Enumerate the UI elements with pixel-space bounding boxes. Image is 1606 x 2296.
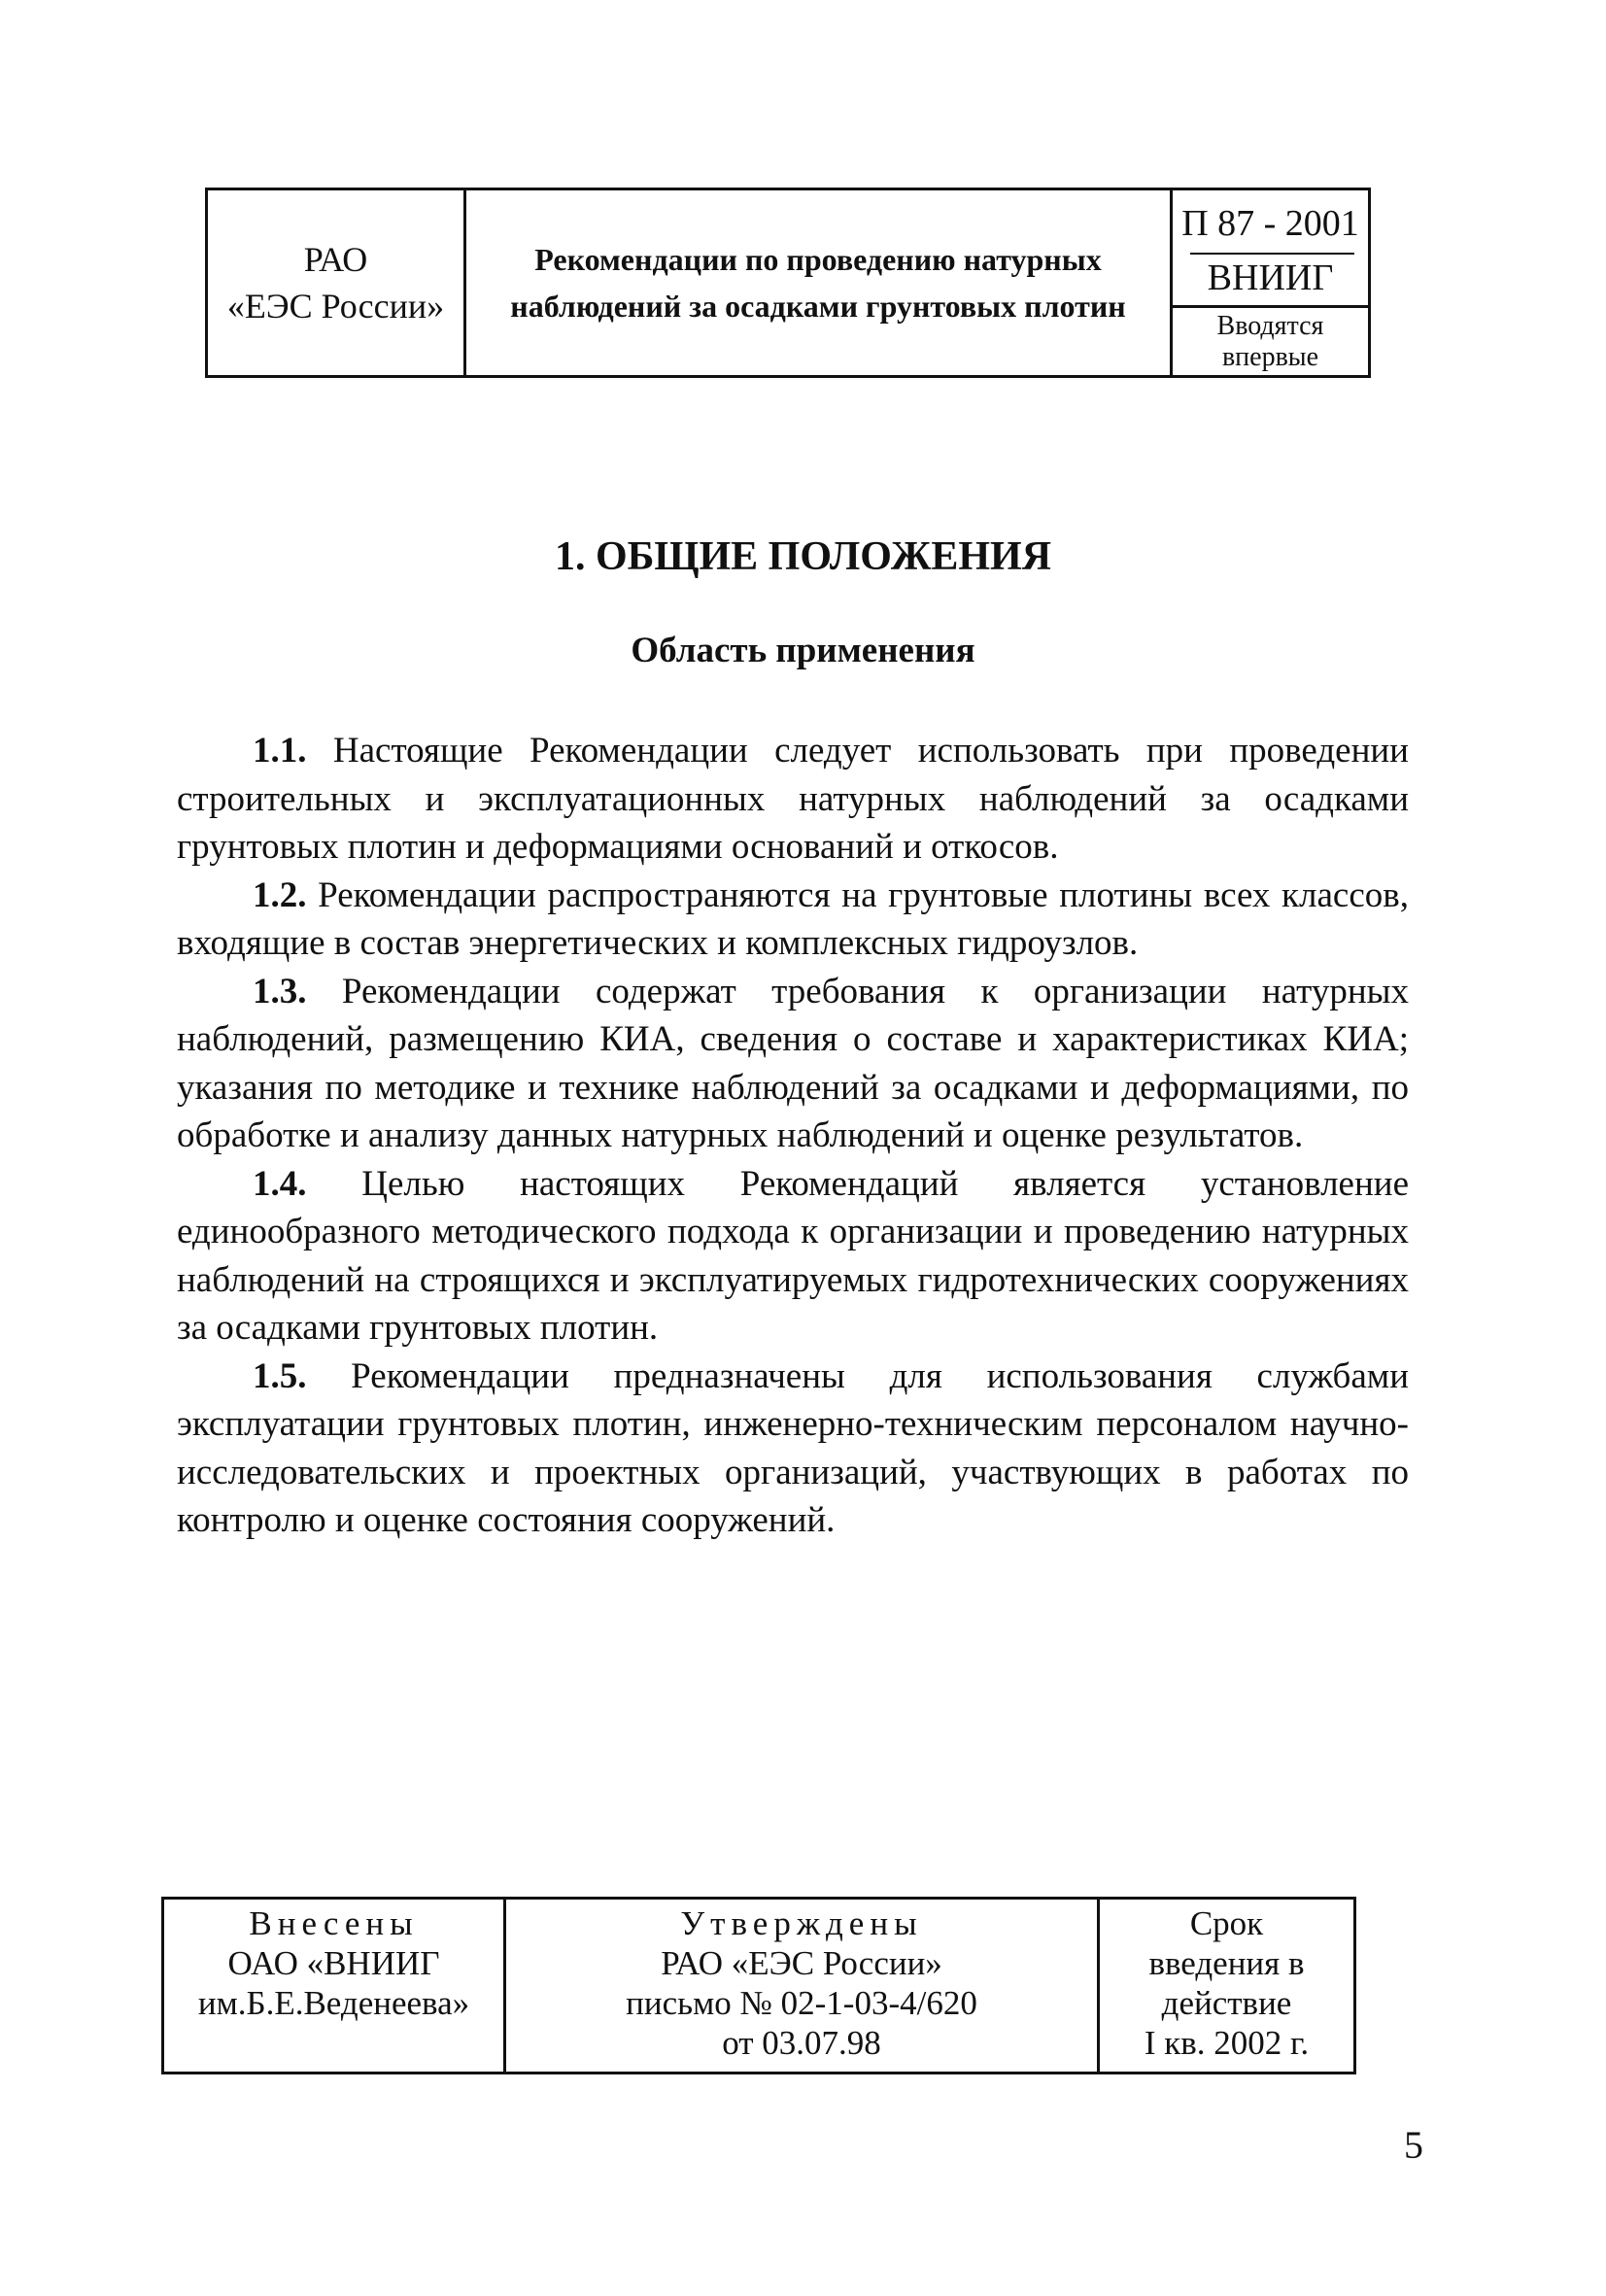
header-code-cell xyxy=(1173,190,1368,375)
paragraph xyxy=(177,1160,1409,1353)
footer-submitted-label: Внесены xyxy=(249,1904,419,1942)
header-document-title xyxy=(466,190,1173,375)
paragraph-text: Рекомендации содержат требования к организации натурных наблюдений, размещению КИА, сведения о составе и характеристиках КИА; указания по методике и технике наблюдений за осадками и деформациями, по обработке и анализу данных натурных наблюдений и оценке результатов. xyxy=(177,971,1409,1155)
paragraph-number: 1.3. xyxy=(253,971,307,1011)
footer-submitted-by xyxy=(164,1900,506,2072)
footer-effective-date xyxy=(1100,1900,1353,2072)
document-code-org: ВНИИГ xyxy=(1207,257,1334,298)
footer-submitted-line: им.Б.Е.Веденеева» xyxy=(197,1984,470,2022)
section-title: 1. ОБЩИЕ ПОЛОЖЕНИЯ xyxy=(554,534,1052,579)
document-status xyxy=(1173,305,1368,375)
header-title-text: Рекомендации по проведению натурных наблюдений за осадками грунтовых плотин xyxy=(510,242,1126,324)
footer-approved-by xyxy=(506,1900,1100,2072)
footer-effective-line: Срок xyxy=(1189,1904,1264,1942)
header-code-block xyxy=(1173,190,1368,305)
paragraph xyxy=(177,1353,1409,1545)
paragraph-text: Рекомендации распространяются на грунтовые плотины всех классов, входящие в состав энергетических и комплексных гидроузлов. xyxy=(177,874,1409,963)
footer-effective-line: I кв. 2002 г. xyxy=(1144,2024,1310,2062)
paragraph xyxy=(177,968,1409,1160)
paragraph xyxy=(177,727,1409,872)
paragraph xyxy=(177,872,1409,968)
footer-table xyxy=(161,1897,1356,2074)
document-code: П 87 - 2001 xyxy=(1181,203,1359,244)
paragraph-number: 1.5. xyxy=(253,1355,307,1396)
page-number: 5 xyxy=(1404,2123,1423,2167)
header-org-line1: РАО xyxy=(303,240,368,279)
paragraph-list xyxy=(177,727,1409,1545)
code-divider xyxy=(1190,253,1354,255)
footer-effective-line: действие xyxy=(1161,1984,1292,2022)
footer-approved-label: Утверждены xyxy=(680,1904,923,1942)
footer-approved-line: письмо № 02-1-03-4/620 xyxy=(626,1984,977,2022)
paragraph-number: 1.4. xyxy=(253,1163,307,1204)
status-line2: впервые xyxy=(1221,341,1319,372)
paragraph-number: 1.2. xyxy=(253,874,307,915)
footer-effective-line: введения в xyxy=(1148,1944,1305,1982)
paragraph-text: Целью настоящих Рекомендаций является установление единообразного методического подхода к организации и проведению натурных наблюдений на строящихся и эксплуатируемых гидротехнических сооружениях за осадками грунтовых плотин. xyxy=(177,1163,1409,1348)
paragraph-text: Настоящие Рекомендации следует использовать при проведении строительных и эксплуатационных натурных наблюдений за осадками грунтовых плотин и деформациями оснований и откосов. xyxy=(177,731,1409,867)
status-line1: Вводятся xyxy=(1216,310,1324,341)
header-table xyxy=(205,188,1371,378)
header-organization xyxy=(208,190,466,375)
paragraph-number: 1.1. xyxy=(253,731,307,771)
footer-submitted-line: ОАО «ВНИИГ xyxy=(227,1944,440,1982)
footer-approved-line: РАО «ЕЭС России» xyxy=(661,1944,942,1982)
header-org-line2: «ЕЭС России» xyxy=(226,287,445,326)
paragraph-text: Рекомендации предназначены для использования службами эксплуатации грунтовых плотин, инженерно-техническим персоналом научно-исследовательских и проектных организаций, участвующих в работах по контролю и оценке состояния сооружений. xyxy=(177,1355,1409,1540)
subsection-title: Область применения xyxy=(631,631,975,670)
footer-approved-line: от 03.07.98 xyxy=(722,2024,881,2062)
